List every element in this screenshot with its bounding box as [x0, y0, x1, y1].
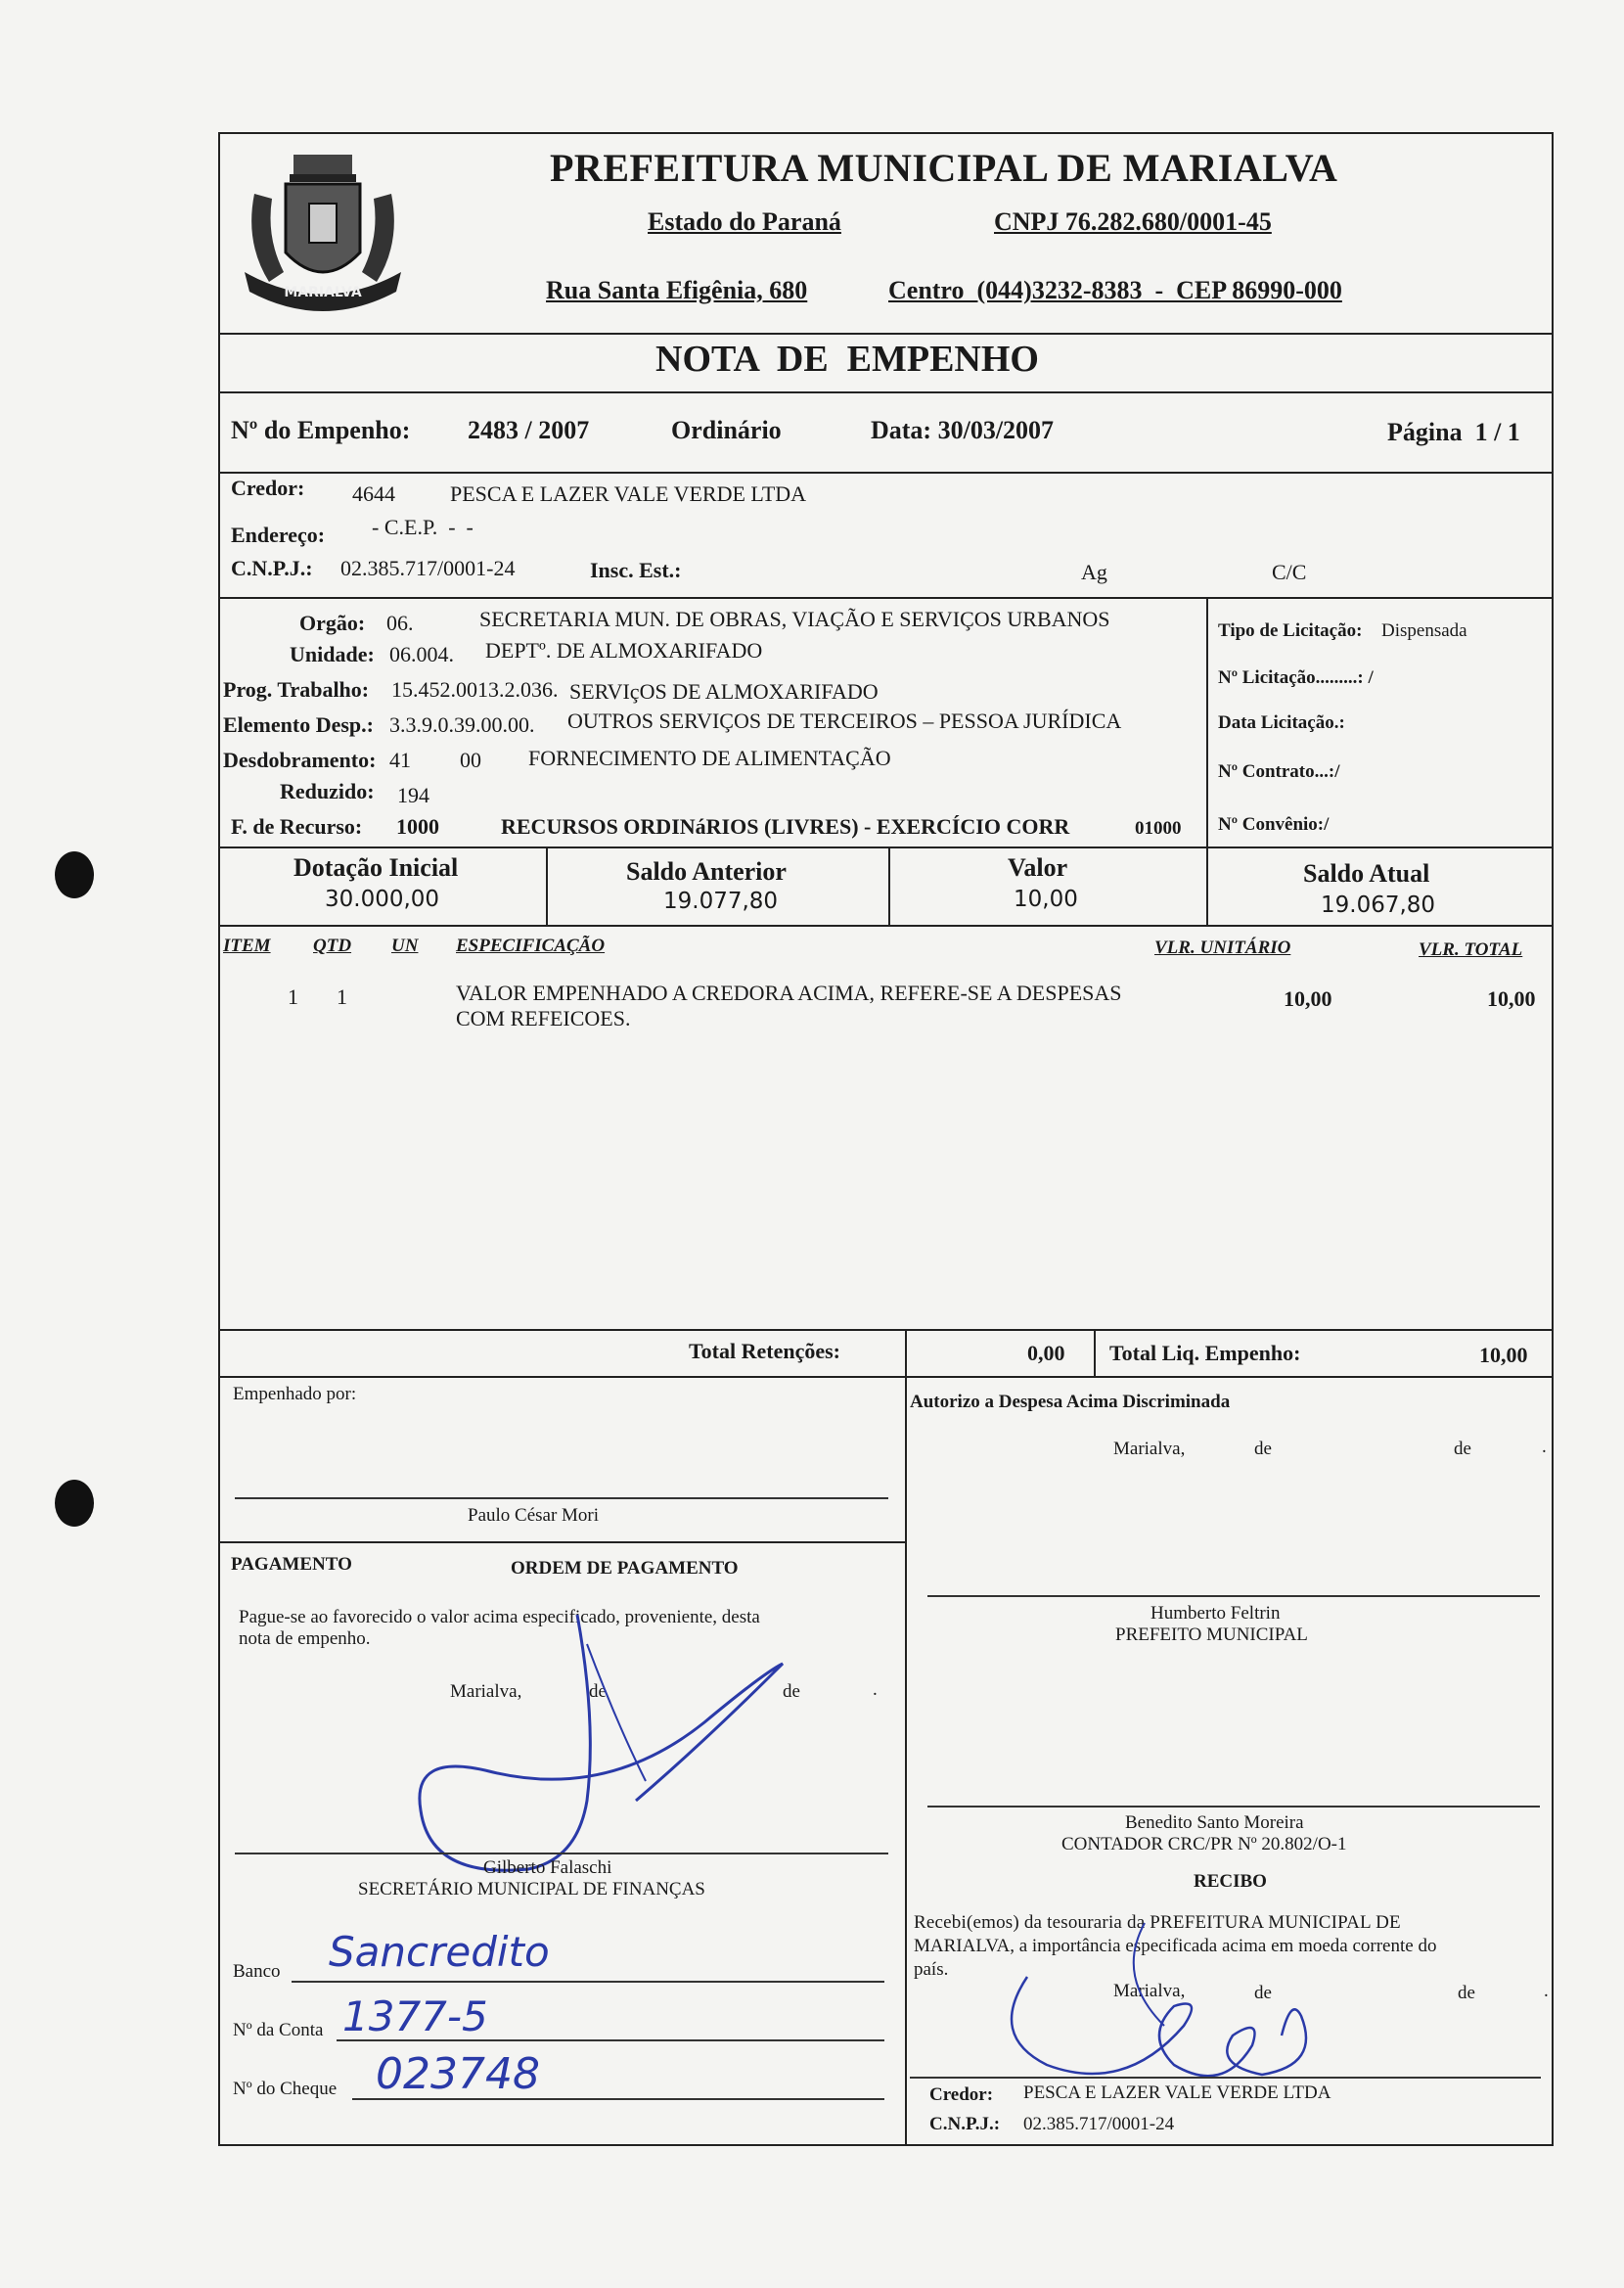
orgao-code: 06. [386, 611, 414, 635]
pagamento-text-line2: nota de empenho. [239, 1628, 371, 1649]
item-qtd: 1 [337, 984, 347, 1009]
account-label: C/C [1272, 560, 1307, 584]
total-retencoes-label: Total Retenções: [689, 1339, 840, 1363]
autorizo-label: Autorizo a Despesa Acima Discriminada [910, 1392, 1231, 1412]
secretary-name: Gilberto Falaschi [483, 1857, 612, 1878]
empenho-type: Ordinário [671, 416, 782, 444]
numero-licitacao: Nº Licitação.........: / [1218, 667, 1374, 688]
recibo-de2: de [1458, 1983, 1475, 2003]
col-especificacao: ESPECIFICAÇÃO [456, 936, 606, 956]
pagamento-dot: . [873, 1679, 878, 1700]
desdobramento-label: Desdobramento: [223, 748, 377, 772]
credor-cnpj: 02.385.717/0001-24 [340, 556, 516, 580]
secretary-role: SECRETÁRIO MUNICIPAL DE FINANÇAS [358, 1879, 705, 1899]
ordem-pagamento-label: ORDEM DE PAGAMENTO [511, 1558, 739, 1579]
document-title: NOTA DE EMPENHO [655, 339, 1039, 380]
pagamento-de1: de [589, 1681, 607, 1702]
col-vlr-total: VLR. TOTAL [1419, 939, 1523, 960]
header-cnpj: CNPJ 76.282.680/0001-45 [994, 207, 1272, 236]
total-retencoes-value: 0,00 [1027, 1341, 1065, 1365]
banco-label: Banco [233, 1961, 281, 1982]
valor-value: 10,00 [1014, 887, 1078, 912]
col-qtd: QTD [313, 936, 352, 956]
valor-label: Valor [1008, 853, 1068, 882]
data-licitacao: Data Licitação.: [1218, 712, 1345, 733]
municipality-title: PREFEITURA MUNICIPAL DE MARIALVA [550, 146, 1338, 190]
unidade-code: 06.004. [389, 642, 454, 666]
punch-hole-top [55, 851, 94, 898]
contador-role: CONTADOR CRC/PR Nº 20.802/O-1 [1061, 1834, 1347, 1854]
pagamento-text-line1: Pague-se ao favorecido o valor acima especificado, proveniente, desta [239, 1607, 760, 1627]
credor-cnpj-label: C.N.P.J.: [231, 556, 313, 580]
reduzido-label: Reduzido: [280, 779, 375, 803]
total-liq-value: 10,00 [1479, 1343, 1528, 1367]
recurso-label: F. de Recurso: [231, 814, 363, 839]
empenhado-name: Paulo César Mori [468, 1505, 600, 1526]
recurso-code2: 01000 [1135, 818, 1182, 839]
empenho-number: 2483 / 2007 [468, 416, 590, 444]
prog-label: Prog. Trabalho: [223, 677, 370, 702]
numero-convenio: Nº Convênio:/ [1218, 814, 1330, 835]
empenho-date: Data: 30/03/2007 [871, 416, 1055, 444]
recibo-credor-name: PESCA E LAZER VALE VERDE LTDA [1023, 2082, 1331, 2103]
cheque-value: 023748 [376, 2049, 540, 2099]
pagamento-de2: de [783, 1681, 800, 1702]
unidade-label: Unidade: [290, 642, 375, 666]
empenhado-label: Empenhado por: [233, 1384, 357, 1404]
recibo-text-line1: Recebi(emos) da tesouraria da PREFEITURA MUNICIPAL DE [914, 1912, 1401, 1933]
elemento-code: 3.3.9.0.39.00.00. [389, 712, 535, 737]
tipo-licitacao-value: Dispensada [1381, 620, 1467, 641]
item-espec-line1: VALOR EMPENHADO A CREDORA ACIMA, REFERE-SE A DESPESAS [456, 981, 1122, 1005]
endereco-label: Endereço: [231, 523, 326, 547]
numero-contrato: Nº Contrato...:/ [1218, 761, 1340, 782]
item-number: 1 [288, 984, 298, 1009]
pagamento-label: PAGAMENTO [231, 1554, 352, 1575]
recibo-label: RECIBO [1194, 1871, 1267, 1892]
prog-code: 15.452.0013.2.036. [391, 677, 559, 702]
pagamento-city: Marialva, [450, 1681, 522, 1702]
prefeito-role: PREFEITO MUNICIPAL [1115, 1624, 1308, 1645]
dotacao-inicial-value: 30.000,00 [325, 887, 440, 912]
autorizo-city: Marialva, [1113, 1439, 1186, 1459]
desdobramento-code2: 00 [460, 748, 481, 772]
recibo-credor-label: Credor: [929, 2084, 994, 2105]
orgao-label: Orgão: [299, 611, 366, 635]
item-vlr-unitario: 10,00 [1284, 986, 1332, 1011]
recurso-name: RECURSOS ORDINáRIOS (LIVRES) - EXERCÍCIO CORR [501, 814, 1070, 839]
conta-value: 1377-5 [342, 1992, 488, 2040]
prog-name: SERVIçOS DE ALMOXARIFADO [569, 679, 879, 704]
punch-hole-bottom [55, 1480, 94, 1527]
recibo-text-line2: MARIALVA, a importância especificada acima em moeda corrente do [914, 1936, 1437, 1956]
col-vlr-unitario: VLR. UNITÁRIO [1154, 938, 1291, 958]
recibo-dot: . [1544, 1981, 1549, 2001]
recibo-de1: de [1254, 1983, 1272, 2003]
credor-label: Credor: [231, 476, 305, 500]
dotacao-inicial-label: Dotação Inicial [293, 853, 459, 882]
conta-label: Nº da Conta [233, 2020, 324, 2040]
saldo-atual-label: Saldo Atual [1303, 859, 1430, 888]
desdobramento-code1: 41 [389, 748, 411, 772]
elemento-label: Elemento Desp.: [223, 712, 374, 737]
total-liq-label: Total Liq. Empenho: [1109, 1341, 1301, 1365]
elemento-name: OUTROS SERVIÇOS DE TERCEIROS – PESSOA JURÍDICA [567, 709, 1122, 733]
banco-value: Sancredito [329, 1928, 550, 1976]
recibo-cnpj: 02.385.717/0001-24 [1023, 2114, 1175, 2134]
header-address: Rua Santa Efigênia, 680 [546, 276, 808, 304]
unidade-name: DEPTº. DE ALMOXARIFADO [485, 638, 763, 663]
item-espec-line2: COM REFEICOES. [456, 1006, 631, 1030]
autorizo-dot: . [1542, 1437, 1547, 1457]
recibo-cnpj-label: C.N.P.J.: [929, 2114, 1001, 2134]
empenho-label: Nº do Empenho: [231, 416, 411, 444]
saldo-anterior-value: 19.077,80 [663, 889, 779, 914]
prefeito-name: Humberto Feltrin [1150, 1603, 1281, 1624]
insc-est-label: Insc. Est.: [590, 558, 682, 582]
agency-label: Ag [1081, 560, 1107, 584]
recibo-text-line3: país. [914, 1959, 949, 1980]
reduzido-value: 194 [397, 783, 429, 807]
credor-name: PESCA E LAZER VALE VERDE LTDA [450, 481, 807, 506]
crest-icon [225, 135, 421, 321]
col-item: ITEM [223, 936, 271, 956]
contador-name: Benedito Santo Moreira [1125, 1812, 1304, 1833]
secretary-signature [411, 1605, 822, 1899]
saldo-atual-value: 19.067,80 [1321, 892, 1436, 918]
credor-code: 4644 [352, 481, 395, 506]
page-number: Página 1 / 1 [1387, 418, 1520, 446]
recibo-city: Marialva, [1113, 1981, 1186, 2001]
header-contact: Centro (044)3232-8383 - CEP 86990-000 [888, 276, 1342, 304]
orgao-name: SECRETARIA MUN. DE OBRAS, VIAÇÃO E SERVIÇOS URBANOS [479, 607, 1110, 631]
recurso-code: 1000 [396, 814, 439, 839]
tipo-licitacao-label: Tipo de Licitação: [1218, 620, 1363, 641]
saldo-anterior-label: Saldo Anterior [626, 857, 787, 886]
autorizo-de2: de [1454, 1439, 1471, 1459]
col-un: UN [391, 936, 419, 956]
endereco-value: - C.E.P. - - [372, 515, 474, 539]
cheque-label: Nº do Cheque [233, 2079, 338, 2099]
crest-text: MARIALVA [284, 285, 362, 300]
desdobramento-name: FORNECIMENTO DE ALIMENTAÇÃO [528, 746, 891, 770]
state-name: Estado do Paraná [648, 207, 841, 236]
autorizo-de1: de [1254, 1439, 1272, 1459]
item-vlr-total: 10,00 [1487, 986, 1536, 1011]
